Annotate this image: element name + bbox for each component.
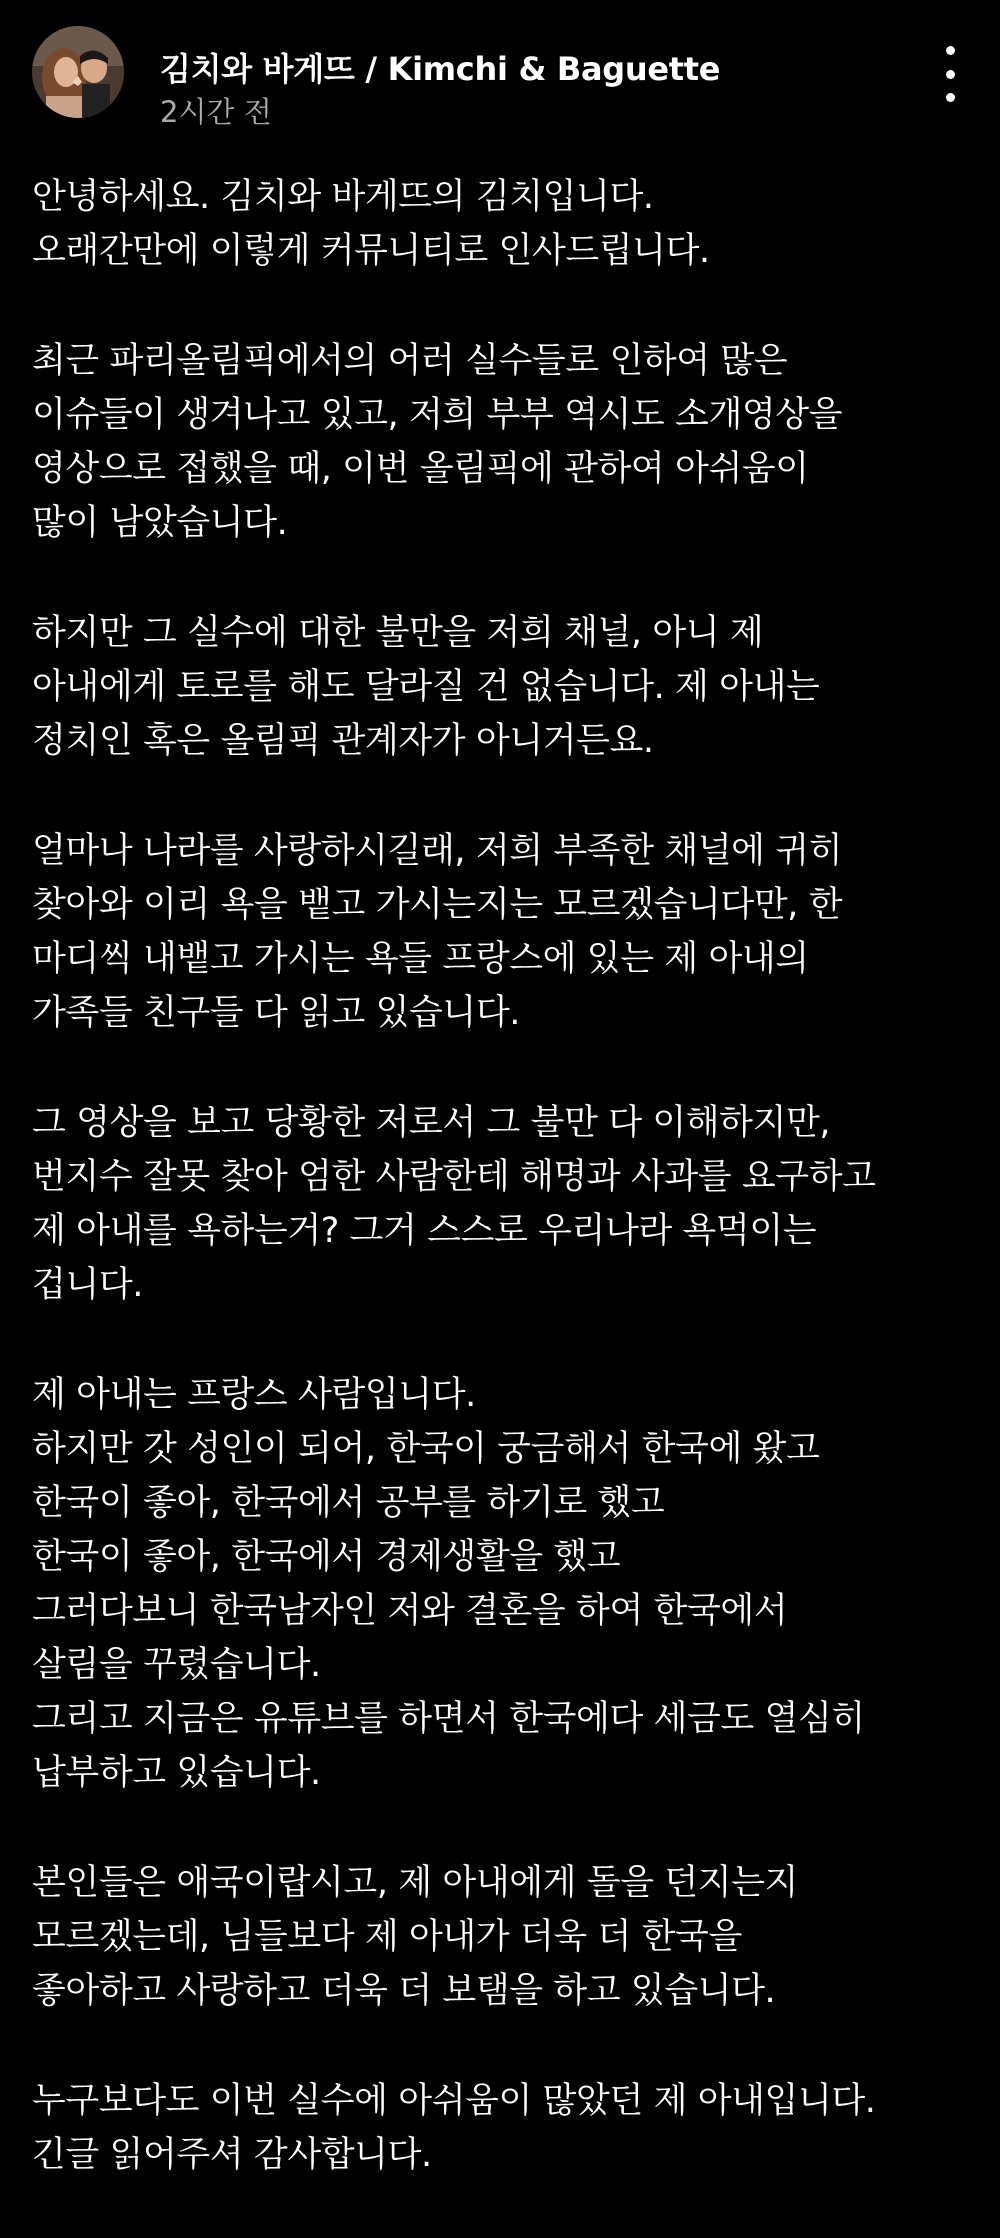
post-text-line: 겁니다. [32,1265,143,1305]
avatar-photo-icon [32,26,124,118]
post-text-line: 그러다보니 한국남자인 저와 결혼을 하여 한국에서 [32,1591,788,1631]
post-text-line: 한국이 좋아, 한국에서 공부를 하기로 했고 [32,1483,665,1523]
post-text-line: 하지만 갓 성인이 되어, 한국이 궁금해서 한국에 왔고 [32,1429,820,1469]
post-paragraph [32,1856,992,2018]
post-text-line: 그 영상을 보고 당황한 저로서 그 불만 다 이해하지만, [32,1103,831,1143]
post-text-line: 영상으로 접했을 때, 이번 올림픽에 관하여 아쉬움이 [32,449,809,489]
post-timestamp: 2시간 전 [160,95,272,129]
post-text-line: 누구보다도 이번 실수에 아쉬움이 많았던 제 아내입니다. [32,2081,876,2121]
post-text-line: 모르겠는데, 님들보다 제 아내가 더욱 더 한국을 [32,1917,742,1957]
post-text-line: 정치인 혹은 올림픽 관계자가 아니거든요. [32,721,654,761]
post-text-line: 납부하고 있습니다. [32,1753,321,1793]
post-paragraph [32,606,992,768]
post-paragraph [32,1368,992,1800]
post-header [32,26,968,129]
post-text-line: 얼마나 나라를 사랑하시길래, 저희 부족한 채널에 귀히 [32,831,843,871]
post-paragraph [32,1096,992,1312]
post-text-line: 마디씩 내뱉고 가시는 욕들 프랑스에 있는 제 아내의 [32,939,809,979]
post-paragraph [32,170,992,278]
post-text-line: 아내에게 토로를 해도 달라질 건 없습니다. 제 아내는 [32,667,820,707]
post-text-line: 살림을 꾸렸습니다. [32,1645,321,1685]
post-paragraph [32,824,992,1040]
more-vertical-icon [946,93,955,102]
post-body [32,170,992,2238]
more-vertical-icon [946,70,955,79]
post-text-line: 찾아와 이리 욕을 뱉고 가시는지는 모르겠습니다만, 한 [32,885,843,925]
channel-avatar[interactable] [32,26,124,118]
post-text-line: 안녕하세요. 김치와 바게뜨의 김치입니다. [32,177,654,217]
post-text-line: 제 아내를 욕하는거? 그거 스스로 우리나라 욕먹이는 [32,1211,817,1251]
post-text-line: 오래간만에 이렇게 커뮤니티로 인사드립니다. [32,231,710,271]
post-text-line: 제 아내는 프랑스 사람입니다. [32,1375,476,1415]
post-paragraph [32,334,992,550]
post-text-line: 한국이 좋아, 한국에서 경제생활을 했고 [32,1537,621,1577]
post-text-line: 이슈들이 생겨나고 있고, 저희 부부 역시도 소개영상을 [32,395,843,435]
post-text-line: 그리고 지금은 유튜브를 하면서 한국에다 세금도 열심히 [32,1699,865,1739]
post-text-line: 하지만 그 실수에 대한 불만을 저희 채널, 아니 제 [32,613,764,653]
more-options-button[interactable] [932,46,968,102]
more-vertical-icon [946,46,955,55]
post-text-line: 본인들은 애국이랍시고, 제 아내에게 돌을 던지는지 [32,1863,798,1903]
post-text-line: 번지수 잘못 찾아 엄한 사람한테 해명과 사과를 요구하고 [32,1157,876,1197]
post-text-line: 긴글 읽어주셔 감사합니다. [32,2135,432,2175]
channel-name[interactable]: 김치와 바게뜨 / Kimchi & Baguette [160,50,721,88]
post-paragraph [32,2074,992,2182]
post-text-line: 최근 파리올림픽에서의 어러 실수들로 인하여 많은 [32,341,788,381]
post-text-line: 가족들 친구들 다 읽고 있습니다. [32,993,520,1033]
post-text-line: 많이 남았습니다. [32,503,288,543]
post-text-line: 좋아하고 사랑하고 더욱 더 보탬을 하고 있습니다. [32,1971,776,2011]
